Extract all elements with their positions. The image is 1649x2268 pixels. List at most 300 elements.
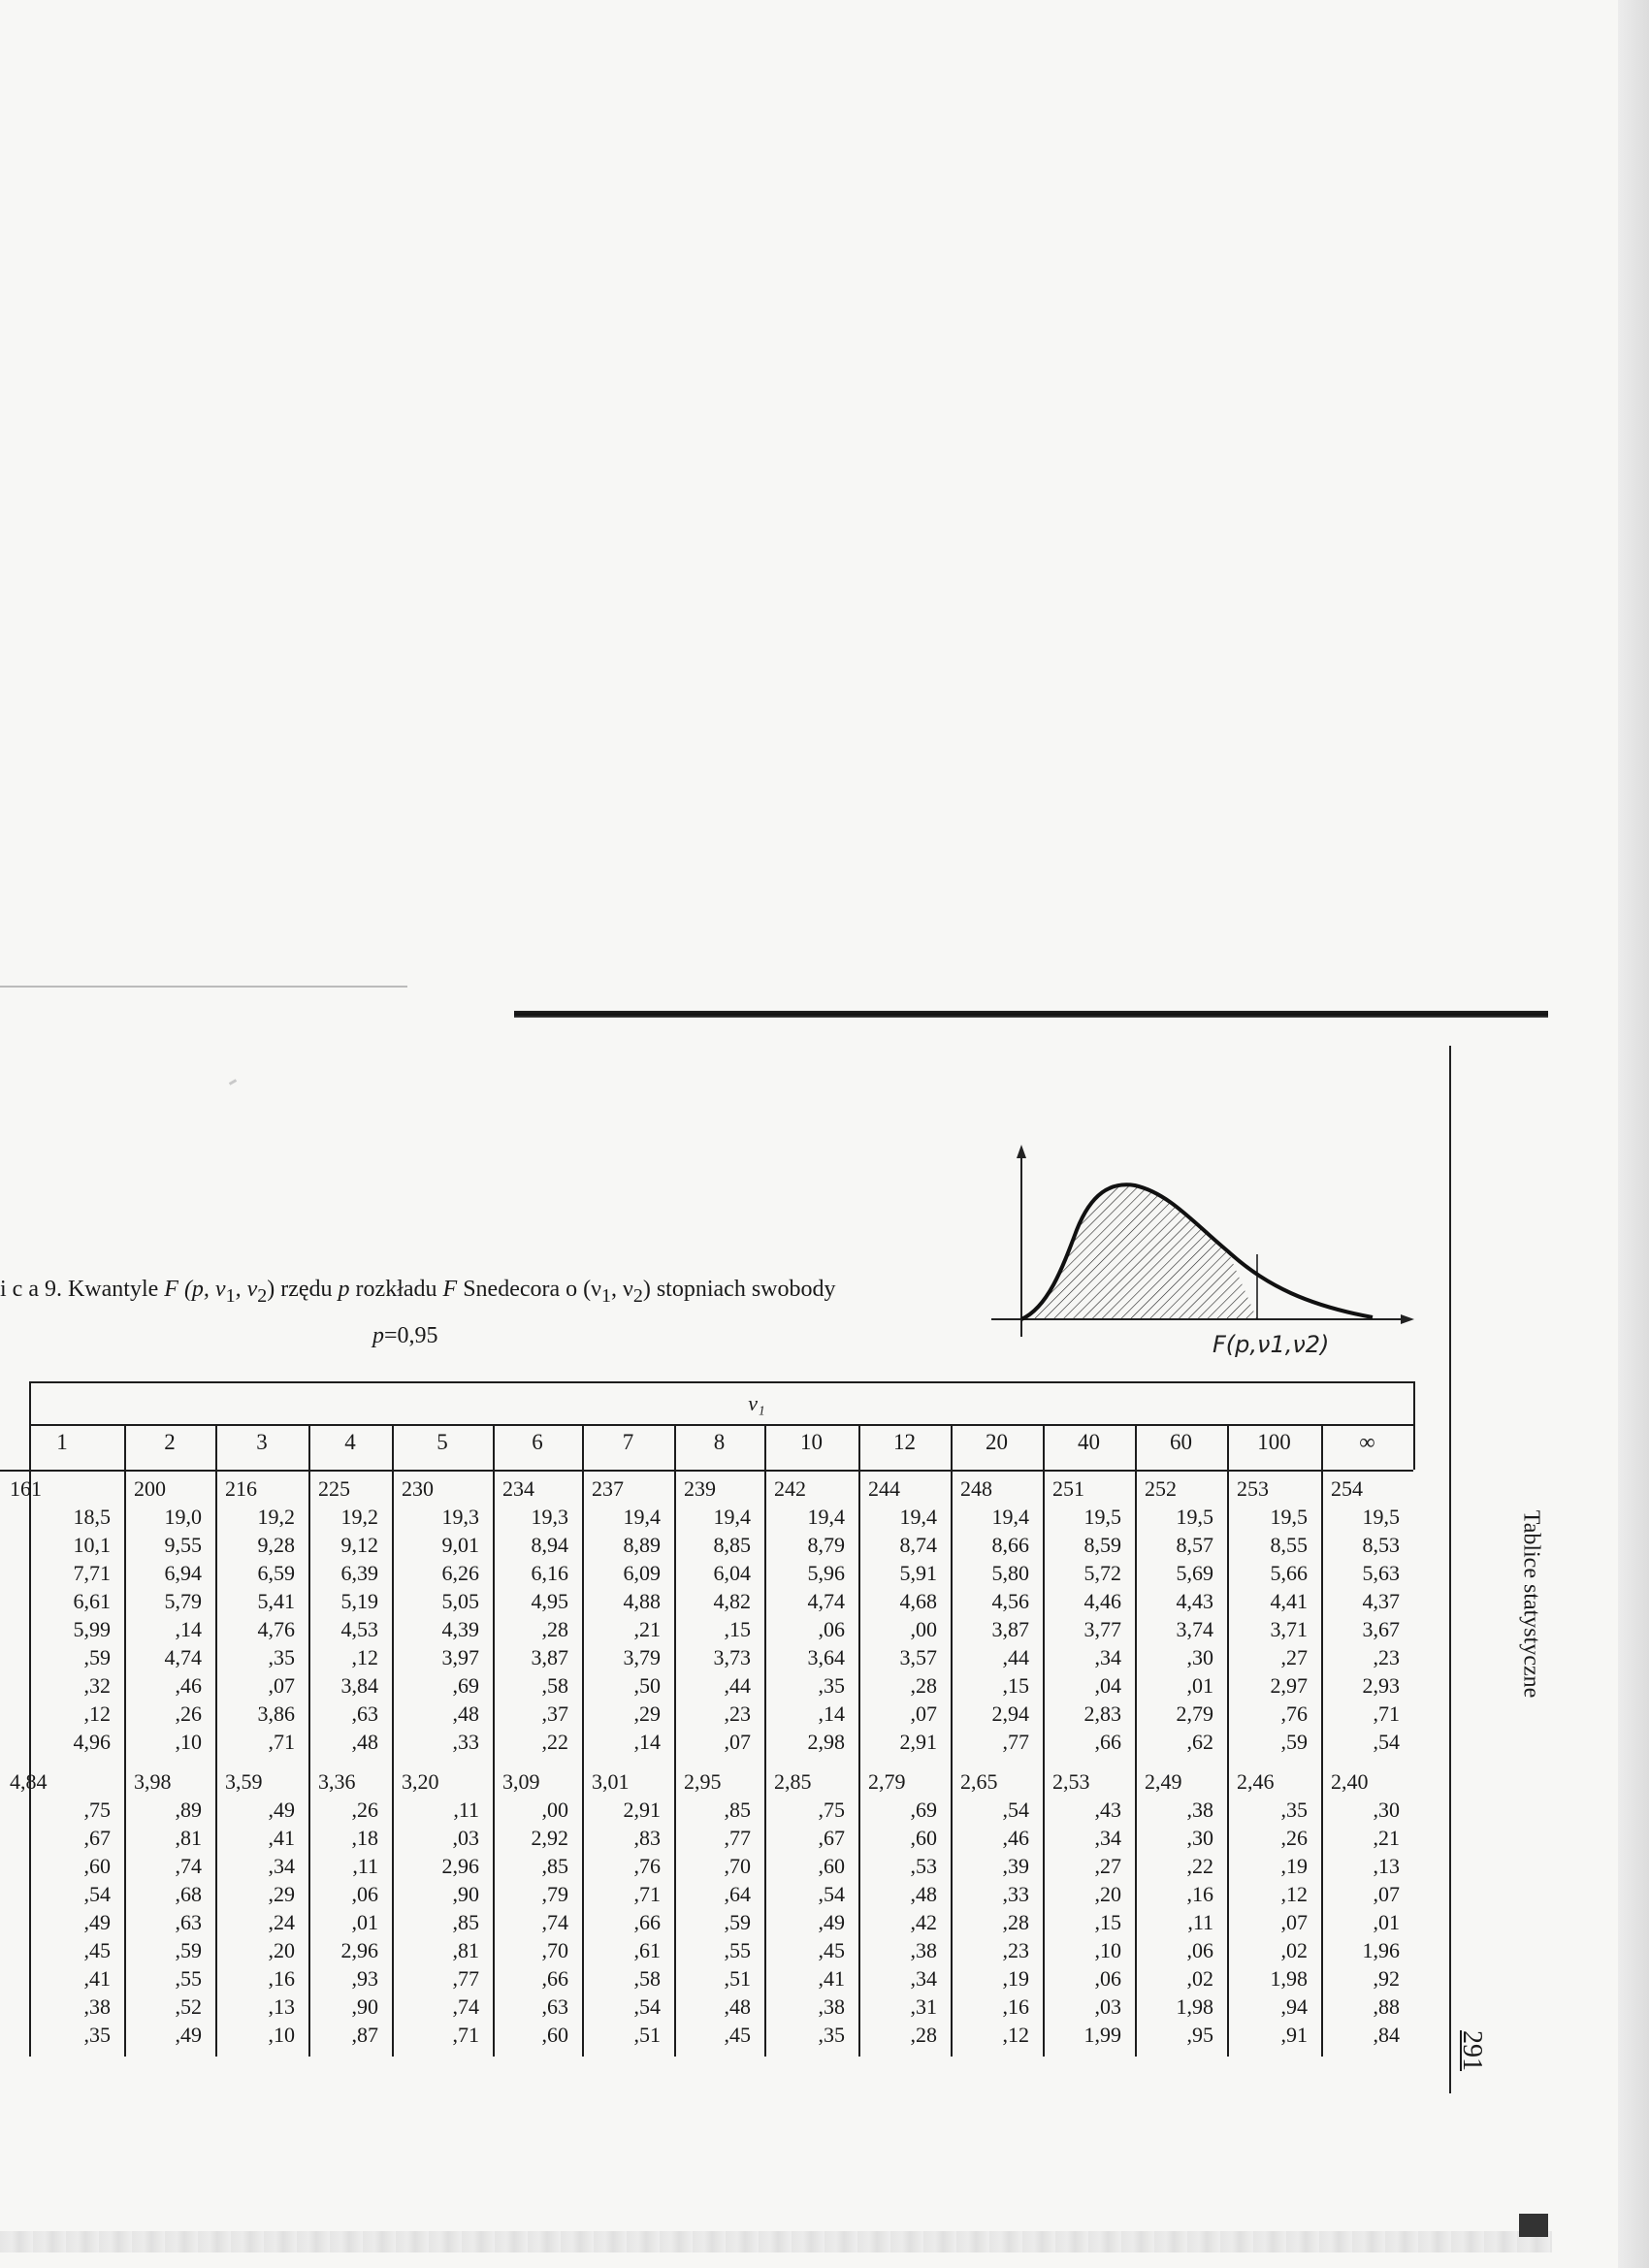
block2-cell: ,29 — [268, 1882, 295, 1906]
block2-cell: ,45 — [724, 2023, 751, 2047]
block1-cell: 3,64 — [807, 1645, 845, 1669]
block1-cell: ,48 — [452, 1701, 479, 1726]
block2-cell: ,63 — [541, 1994, 568, 2019]
block2-cell: 4,84 — [10, 1769, 48, 1794]
block1-cell: ,07 — [268, 1673, 295, 1698]
block2-cell: ,03 — [1094, 1994, 1121, 2019]
block1-cell: 3,57 — [899, 1645, 937, 1669]
block2-cell: 2,91 — [623, 1798, 661, 1822]
block1-cell: ,46 — [175, 1673, 202, 1698]
block2-cell: ,30 — [1373, 1798, 1400, 1822]
column-header: 2 — [164, 1430, 176, 1454]
column-header: 3 — [256, 1430, 268, 1454]
block2-cell: ,54 — [83, 1882, 111, 1906]
block2-cell: ,59 — [175, 1938, 202, 1962]
block2-cell: 3,59 — [225, 1769, 263, 1794]
block1-cell: 4,37 — [1362, 1589, 1400, 1613]
column-divider — [493, 1424, 495, 2057]
block2-cell: 3,36 — [318, 1769, 356, 1794]
block2-cell: ,74 — [541, 1910, 568, 1934]
block2-cell: ,49 — [83, 1910, 111, 1934]
block1-cell: 2,94 — [991, 1701, 1029, 1726]
page-number: 291 — [1457, 2030, 1487, 2071]
block2-cell: ,58 — [633, 1966, 661, 1991]
block2-cell: 2,65 — [960, 1769, 998, 1794]
block2-cell: ,34 — [1094, 1826, 1121, 1850]
block1-cell: 4,56 — [991, 1589, 1029, 1613]
block1-cell: 4,39 — [441, 1617, 479, 1641]
block1-cell: ,34 — [1094, 1645, 1121, 1669]
block1-cell: ,00 — [910, 1617, 937, 1641]
block1-cell: 5,91 — [899, 1561, 937, 1585]
column-divider — [215, 1424, 217, 2057]
block1-cell: ,71 — [268, 1730, 295, 1754]
block2-cell: ,03 — [452, 1826, 479, 1850]
block2-cell: ,22 — [1186, 1854, 1213, 1878]
block2-cell: ,41 — [818, 1966, 845, 1991]
block2-cell: ,74 — [175, 1854, 202, 1878]
block2-cell: ,02 — [1280, 1938, 1308, 1962]
scan-corner-mark — [1519, 2214, 1548, 2237]
block2-cell: ,75 — [83, 1798, 111, 1822]
block1-cell: 252 — [1145, 1476, 1177, 1501]
block1-cell: 5,19 — [340, 1589, 378, 1613]
block2-cell: ,64 — [724, 1882, 751, 1906]
block2-cell: ,81 — [452, 1938, 479, 1962]
column-header: 5 — [436, 1430, 448, 1454]
block1-cell: ,59 — [83, 1645, 111, 1669]
block1-cell: ,06 — [818, 1617, 845, 1641]
block1-cell: ,04 — [1094, 1673, 1121, 1698]
block1-cell: 6,39 — [340, 1561, 378, 1585]
block2-cell: ,10 — [268, 2023, 295, 2047]
block2-cell: ,43 — [1094, 1798, 1121, 1822]
block1-cell: 9,12 — [340, 1533, 378, 1557]
block2-cell: ,35 — [83, 2023, 111, 2047]
block1-cell: ,33 — [452, 1730, 479, 1754]
block1-cell: 5,72 — [1083, 1561, 1121, 1585]
block2-cell: ,28 — [1002, 1910, 1029, 1934]
block2-cell: ,16 — [1186, 1882, 1213, 1906]
column-header: 4 — [344, 1430, 356, 1454]
block1-cell: ,32 — [83, 1673, 111, 1698]
block2-cell: ,55 — [724, 1938, 751, 1962]
block2-cell: ,20 — [268, 1938, 295, 1962]
column-header: 20 — [986, 1430, 1008, 1454]
block2-cell: 2,92 — [531, 1826, 568, 1850]
block1-cell: ,12 — [351, 1645, 378, 1669]
block1-cell: 6,04 — [713, 1561, 751, 1585]
block2-cell: ,49 — [175, 2023, 202, 2047]
column-header: 8 — [713, 1430, 726, 1454]
block1-cell: 4,68 — [899, 1589, 937, 1613]
page-top-rule — [514, 1011, 1548, 1018]
block2-cell: ,74 — [452, 1994, 479, 2019]
block1-cell: ,23 — [724, 1701, 751, 1726]
block2-cell: ,95 — [1186, 2023, 1213, 2047]
block1-cell: 6,59 — [257, 1561, 295, 1585]
block2-cell: ,34 — [910, 1966, 937, 1991]
block2-cell: 2,79 — [868, 1769, 906, 1794]
block2-cell: ,46 — [1002, 1826, 1029, 1850]
block1-cell: 19,4 — [807, 1505, 845, 1529]
block2-cell: ,39 — [1002, 1854, 1029, 1878]
block1-cell: 3,67 — [1362, 1617, 1400, 1641]
block2-cell: ,54 — [1002, 1798, 1029, 1822]
block2-cell: ,15 — [1094, 1910, 1121, 1934]
block1-cell: 19,4 — [713, 1505, 751, 1529]
column-divider — [124, 1424, 126, 2057]
block2-cell: ,54 — [633, 1994, 661, 2019]
block2-cell: ,88 — [1373, 1994, 1400, 2019]
column-divider — [1135, 1424, 1137, 2057]
block1-cell: ,76 — [1280, 1701, 1308, 1726]
block1-cell: 8,79 — [807, 1533, 845, 1557]
block2-cell: ,07 — [1373, 1882, 1400, 1906]
block2-cell: 2,95 — [684, 1769, 722, 1794]
column-divider — [858, 1424, 860, 2057]
block1-cell: 6,26 — [441, 1561, 479, 1585]
block2-cell: ,83 — [633, 1826, 661, 1850]
block1-cell: ,28 — [541, 1617, 568, 1641]
block2-cell: ,70 — [724, 1854, 751, 1878]
block2-cell: 1,98 — [1270, 1966, 1308, 1991]
block2-cell: ,38 — [910, 1938, 937, 1962]
block1-cell: 7,71 — [73, 1561, 111, 1585]
block1-cell: 3,74 — [1176, 1617, 1213, 1641]
block2-cell: ,66 — [633, 1910, 661, 1934]
block2-cell: ,11 — [352, 1854, 378, 1878]
block2-cell: ,70 — [541, 1938, 568, 1962]
block1-cell: ,59 — [1280, 1730, 1308, 1754]
block1-cell: ,30 — [1186, 1645, 1213, 1669]
column-divider — [582, 1424, 584, 2057]
column-divider — [1043, 1424, 1045, 2057]
block2-cell: 3,20 — [402, 1769, 439, 1794]
block1-cell: 216 — [225, 1476, 257, 1501]
column-header: 10 — [800, 1430, 823, 1454]
block1-cell: ,54 — [1373, 1730, 1400, 1754]
block1-cell: 3,87 — [531, 1645, 568, 1669]
block1-cell: ,07 — [724, 1730, 751, 1754]
block2-cell: ,71 — [452, 2023, 479, 2047]
block1-cell: 19,0 — [164, 1505, 202, 1529]
v1-header: ν₁ — [748, 1391, 765, 1415]
block2-cell: ,24 — [268, 1910, 295, 1934]
block2-cell: ,49 — [818, 1910, 845, 1934]
block2-cell: ,60 — [83, 1854, 111, 1878]
block1-cell: 3,77 — [1083, 1617, 1121, 1641]
block1-cell: 3,86 — [257, 1701, 295, 1726]
block1-cell: 6,94 — [164, 1561, 202, 1585]
block2-cell: 2,40 — [1331, 1769, 1369, 1794]
block1-cell: 6,61 — [73, 1589, 111, 1613]
block2-cell: ,35 — [818, 2023, 845, 2047]
block2-cell: ,41 — [268, 1826, 295, 1850]
block1-cell: 8,74 — [899, 1533, 937, 1557]
block1-cell: 3,97 — [441, 1645, 479, 1669]
block2-cell: ,02 — [1186, 1966, 1213, 1991]
block1-cell: ,01 — [1186, 1673, 1213, 1698]
block1-cell: 2,93 — [1362, 1673, 1400, 1698]
block1-cell: 4,74 — [164, 1645, 202, 1669]
block2-cell: ,85 — [452, 1910, 479, 1934]
block1-cell: 248 — [960, 1476, 992, 1501]
block2-cell: ,01 — [351, 1910, 378, 1934]
block2-cell: ,67 — [83, 1826, 111, 1850]
block2-cell: ,23 — [1002, 1938, 1029, 1962]
column-divider — [392, 1424, 394, 2057]
block1-cell: ,35 — [268, 1645, 295, 1669]
scan-noise — [0, 2231, 1552, 2252]
block1-cell: 6,16 — [531, 1561, 568, 1585]
block2-cell: ,53 — [910, 1854, 937, 1878]
block1-cell: 8,55 — [1270, 1533, 1308, 1557]
block1-cell: ,50 — [633, 1673, 661, 1698]
block2-cell: ,75 — [818, 1798, 845, 1822]
block2-cell: ,51 — [724, 1966, 751, 1991]
block1-cell: ,63 — [351, 1701, 378, 1726]
block2-cell: ,76 — [633, 1854, 661, 1878]
block2-cell: ,60 — [910, 1826, 937, 1850]
block1-cell: 3,84 — [340, 1673, 378, 1698]
column-divider — [951, 1424, 953, 2057]
block1-cell: 254 — [1331, 1476, 1363, 1501]
probability-label: p=0,95 — [372, 1323, 438, 1348]
block1-cell: 6,09 — [623, 1561, 661, 1585]
block1-cell: 9,55 — [164, 1533, 202, 1557]
block2-cell: ,38 — [1186, 1798, 1213, 1822]
column-divider — [1227, 1424, 1229, 2057]
block2-cell: 2,96 — [441, 1854, 479, 1878]
block2-cell: ,26 — [1280, 1826, 1308, 1850]
block1-cell: 19,3 — [531, 1505, 568, 1529]
block1-cell: ,28 — [910, 1673, 937, 1698]
faint-rule — [0, 986, 407, 988]
block2-cell: ,81 — [175, 1826, 202, 1850]
block2-cell: ,77 — [452, 1966, 479, 1991]
block2-cell: ,06 — [351, 1882, 378, 1906]
block1-cell: 253 — [1237, 1476, 1269, 1501]
block1-cell: ,26 — [175, 1701, 202, 1726]
block1-cell: ,14 — [818, 1701, 845, 1726]
block1-cell: ,37 — [541, 1701, 568, 1726]
block2-cell: ,16 — [268, 1966, 295, 1991]
graph-x-arrow — [1401, 1314, 1414, 1324]
block2-cell: ,19 — [1002, 1966, 1029, 1991]
block1-cell: 8,89 — [623, 1533, 661, 1557]
block2-cell: ,41 — [83, 1966, 111, 1991]
column-divider — [308, 1424, 310, 2057]
block2-cell: ,07 — [1280, 1910, 1308, 1934]
block1-cell: 4,76 — [257, 1617, 295, 1641]
block1-cell: 19,3 — [441, 1505, 479, 1529]
block1-cell: 4,46 — [1083, 1589, 1121, 1613]
block1-cell: 9,28 — [257, 1533, 295, 1557]
block2-cell: ,60 — [818, 1854, 845, 1878]
block2-cell: ,48 — [910, 1882, 937, 1906]
block2-cell: 1,98 — [1176, 1994, 1213, 2019]
block2-cell: ,69 — [910, 1798, 937, 1822]
block1-cell: ,10 — [175, 1730, 202, 1754]
block1-cell: ,66 — [1094, 1730, 1121, 1754]
block1-cell: 5,96 — [807, 1561, 845, 1585]
block1-cell: 8,57 — [1176, 1533, 1213, 1557]
block1-cell: 18,5 — [73, 1505, 111, 1529]
block1-cell: ,27 — [1280, 1645, 1308, 1669]
block1-cell: 2,79 — [1176, 1701, 1213, 1726]
block1-cell: ,69 — [452, 1673, 479, 1698]
scan-edge — [1618, 0, 1649, 2268]
block1-cell: 2,98 — [807, 1730, 845, 1754]
block2-cell: ,12 — [1280, 1882, 1308, 1906]
block1-cell: 19,5 — [1270, 1505, 1308, 1529]
block1-cell: ,48 — [351, 1730, 378, 1754]
block2-cell: ,90 — [452, 1882, 479, 1906]
block1-cell: ,15 — [1002, 1673, 1029, 1698]
block2-cell: ,85 — [541, 1854, 568, 1878]
block1-cell: 4,53 — [340, 1617, 378, 1641]
block2-cell: ,42 — [910, 1910, 937, 1934]
block2-cell: ,90 — [351, 1994, 378, 2019]
block1-cell: 237 — [592, 1476, 624, 1501]
block1-cell: 200 — [134, 1476, 166, 1501]
block1-cell: 5,63 — [1362, 1561, 1400, 1585]
block2-cell: ,31 — [910, 1994, 937, 2019]
block1-cell: 19,2 — [340, 1505, 378, 1529]
block2-cell: ,77 — [724, 1826, 751, 1850]
header-divider — [29, 1424, 1413, 1426]
block2-cell: ,71 — [633, 1882, 661, 1906]
block2-cell: 3,98 — [134, 1769, 172, 1794]
block2-cell: 1,96 — [1362, 1938, 1400, 1962]
column-divider — [764, 1424, 766, 2057]
block2-cell: ,87 — [351, 2023, 378, 2047]
block2-cell: 2,85 — [774, 1769, 812, 1794]
margin-rule — [1449, 1046, 1451, 2093]
block2-cell: ,45 — [818, 1938, 845, 1962]
block2-cell: ,55 — [175, 1966, 202, 1991]
block1-cell: 19,4 — [991, 1505, 1029, 1529]
block2-cell: ,11 — [453, 1798, 479, 1822]
block1-cell: 3,79 — [623, 1645, 661, 1669]
block2-cell: 3,01 — [592, 1769, 630, 1794]
table-top-border — [29, 1381, 1413, 1383]
block1-cell: 19,5 — [1083, 1505, 1121, 1529]
block2-cell: ,85 — [724, 1798, 751, 1822]
block1-cell: 4,74 — [807, 1589, 845, 1613]
block1-cell: ,12 — [83, 1701, 111, 1726]
block2-cell: ,30 — [1186, 1826, 1213, 1850]
block2-cell: 2,53 — [1052, 1769, 1090, 1794]
block1-cell: 8,94 — [531, 1533, 568, 1557]
block2-cell: ,38 — [818, 1994, 845, 2019]
block1-cell: 4,95 — [531, 1589, 568, 1613]
block1-cell: 19,4 — [899, 1505, 937, 1529]
block2-cell: ,12 — [1002, 2023, 1029, 2047]
block1-cell: 19,2 — [257, 1505, 295, 1529]
block2-cell: 2,46 — [1237, 1769, 1275, 1794]
block2-cell: ,34 — [268, 1854, 295, 1878]
block2-cell: ,18 — [351, 1826, 378, 1850]
block2-cell: ,94 — [1280, 1994, 1308, 2019]
block1-cell: 5,80 — [991, 1561, 1029, 1585]
block1-cell: 225 — [318, 1476, 350, 1501]
block2-cell: ,10 — [1094, 1938, 1121, 1962]
block2-cell: ,13 — [1373, 1854, 1400, 1878]
block2-cell: ,33 — [1002, 1882, 1029, 1906]
block1-cell: 2,91 — [899, 1730, 937, 1754]
block1-cell: 2,83 — [1083, 1701, 1121, 1726]
block1-cell: 239 — [684, 1476, 716, 1501]
column-divider — [1321, 1424, 1323, 2057]
block2-cell: 3,09 — [502, 1769, 540, 1794]
block2-cell: ,00 — [541, 1798, 568, 1822]
block2-cell: ,06 — [1186, 1938, 1213, 1962]
block1-cell: 5,79 — [164, 1589, 202, 1613]
distribution-graph — [989, 1143, 1426, 1356]
column-header: 7 — [622, 1430, 634, 1454]
block1-cell: ,14 — [175, 1617, 202, 1641]
block2-cell: ,59 — [724, 1910, 751, 1934]
block2-cell: ,27 — [1094, 1854, 1121, 1878]
block2-cell: ,91 — [1280, 2023, 1308, 2047]
scan-speck — [229, 1079, 237, 1085]
block2-cell: ,21 — [1373, 1826, 1400, 1850]
block1-cell: 230 — [402, 1476, 434, 1501]
block1-cell: 4,41 — [1270, 1589, 1308, 1613]
block2-cell: ,61 — [633, 1938, 661, 1962]
block1-cell: 242 — [774, 1476, 806, 1501]
block1-cell: 5,66 — [1270, 1561, 1308, 1585]
column-header: 100 — [1257, 1430, 1291, 1454]
block1-cell: 4,88 — [623, 1589, 661, 1613]
block2-cell: ,52 — [175, 1994, 202, 2019]
block2-cell: ,45 — [83, 1938, 111, 1962]
block1-cell: 4,82 — [713, 1589, 751, 1613]
block1-cell: 5,05 — [441, 1589, 479, 1613]
column-header: 1 — [56, 1430, 68, 1454]
block1-cell: 5,69 — [1176, 1561, 1213, 1585]
block2-cell: ,66 — [541, 1966, 568, 1991]
block2-cell: ,67 — [818, 1826, 845, 1850]
block1-cell: 251 — [1052, 1476, 1084, 1501]
block2-cell: 2,96 — [340, 1938, 378, 1962]
block2-cell: ,51 — [633, 2023, 661, 2047]
block1-cell: ,23 — [1373, 1645, 1400, 1669]
block1-cell: ,07 — [910, 1701, 937, 1726]
block1-cell: 5,41 — [257, 1589, 295, 1613]
block2-cell: 1,99 — [1083, 2023, 1121, 2047]
graph-label: F(p,ν1,ν2) — [1212, 1331, 1330, 1358]
table-caption: i c a 9. Kwantyle F (p, $\nu_1$, $\nu_2$) rzędu p rozkładu F Snedecora o ($\nu_1$, $\nu_2$) stopniach swobody — [0, 1277, 836, 1307]
column-header: 40 — [1078, 1430, 1100, 1454]
block2-cell: ,13 — [268, 1994, 295, 2019]
block2-cell: ,84 — [1373, 2023, 1400, 2047]
block2-cell: ,35 — [1280, 1798, 1308, 1822]
block1-cell: ,44 — [724, 1673, 751, 1698]
column-divider — [674, 1424, 676, 2057]
block1-cell: 5,99 — [73, 1617, 111, 1641]
block1-cell: 234 — [502, 1476, 534, 1501]
block1-cell: ,35 — [818, 1673, 845, 1698]
column-header: ∞ — [1359, 1430, 1375, 1454]
graph-y-arrow — [1017, 1145, 1026, 1158]
block1-cell: ,58 — [541, 1673, 568, 1698]
block1-cell: 3,73 — [713, 1645, 751, 1669]
block2-cell: ,68 — [175, 1882, 202, 1906]
column-header: 12 — [893, 1430, 916, 1454]
